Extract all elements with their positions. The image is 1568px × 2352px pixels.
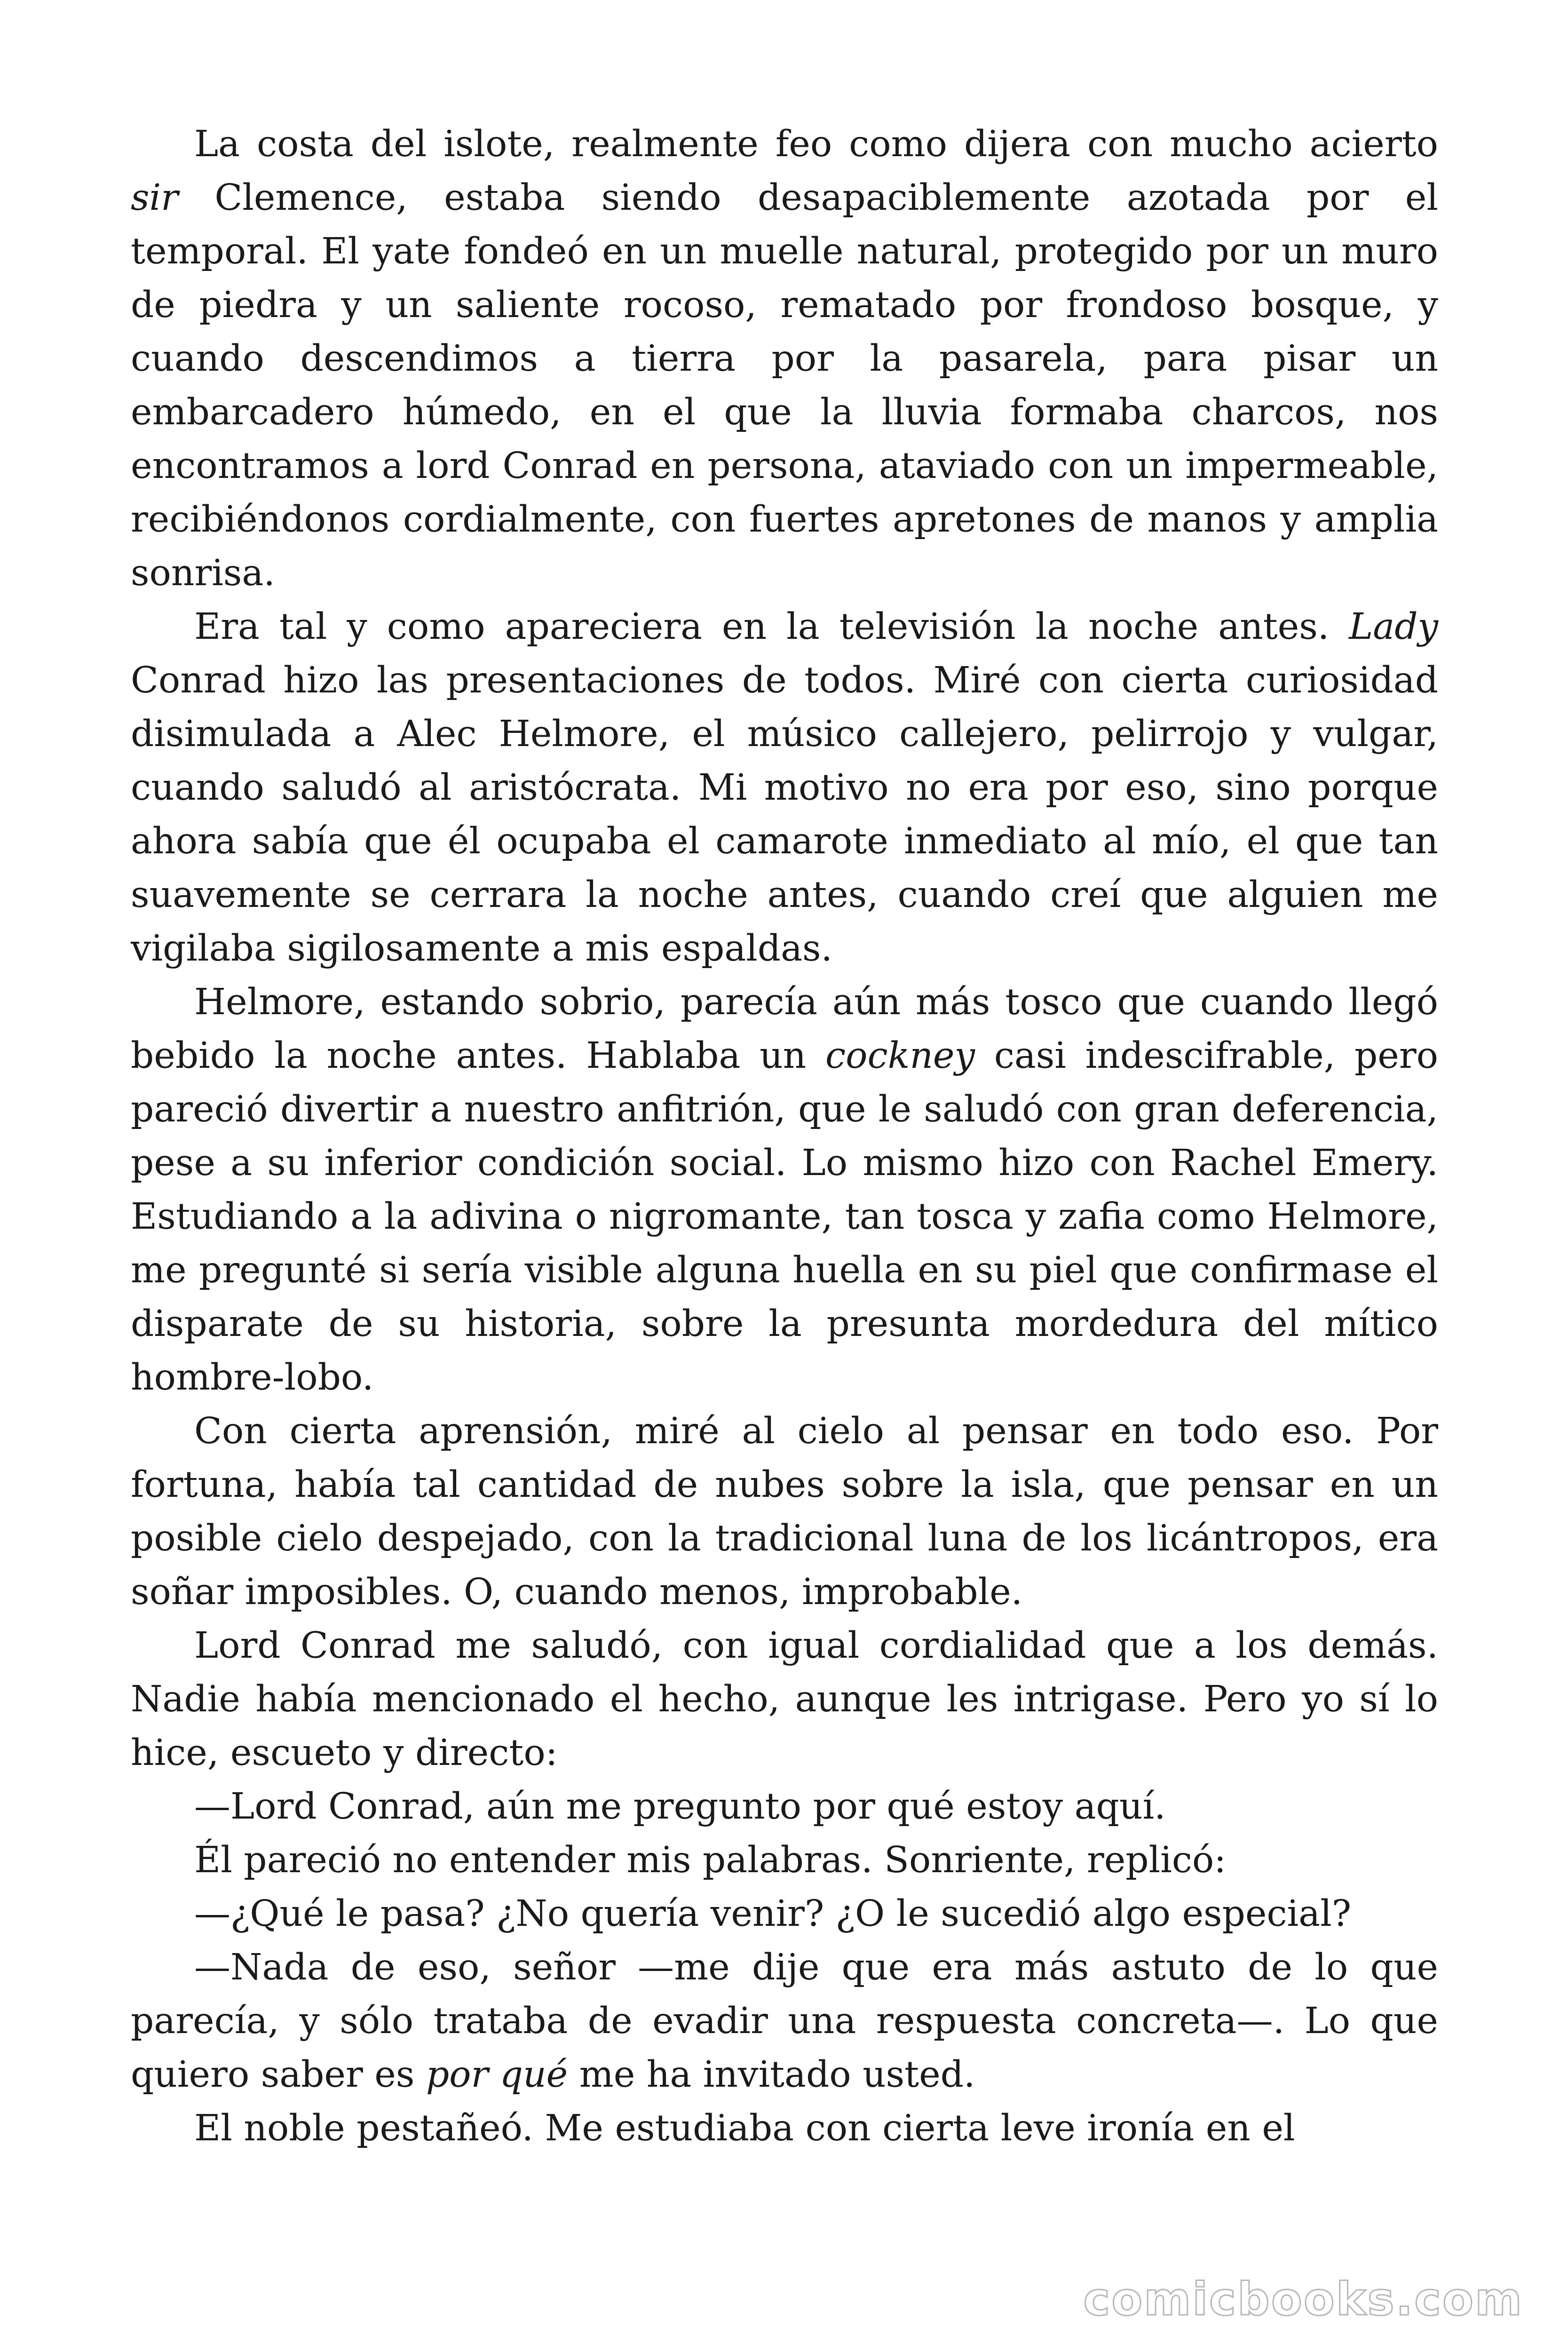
text-run: Con cierta aprensión, miré al cielo al pensar en todo eso. Por fortuna, había tal cantidad de nubes sobre la isla, que pensar en un posible cielo despejado, con la tradicional luna de los licántropos, era soñar imposibles. O, cuando menos, improbable. <box>131 1410 1438 1613</box>
italic-text: Lady <box>1349 606 1438 648</box>
text-run: —Nada de eso, señor —me dije que era más astuto de lo que parecía, y sólo trataba de evadir una respuesta concreta—. Lo que quiero saber es <box>131 1947 1438 2096</box>
text-run: me ha invitado usted. <box>568 2054 975 2096</box>
paragraph <box>131 2102 1438 2155</box>
paragraph <box>131 1941 1438 2102</box>
text-run: Helmore, estando sobrio, parecía aún más tosco que cuando llegó bebido la noche antes. Hablaba un <box>131 981 1438 1077</box>
paragraph <box>131 1405 1438 1619</box>
watermark: comicbooks.com <box>1083 2273 1523 2326</box>
paragraph <box>131 118 1438 600</box>
paragraph <box>131 600 1438 976</box>
text-run: Conrad hizo las presentaciones de todos. Miré con cierta curiosidad disimulada a Alec Helmore, el músico callejero, pelirrojo y vulgar, cuando saludó al aristócrata. Mi motivo no era por eso, sino porque ahora sabía que él ocupaba el camarote inmediato al mío, el que tan suavemente se cerrara la noche antes, cuando creí que alguien me vigilaba sigilosamente a mis espaldas. <box>131 660 1438 969</box>
italic-text: sir <box>131 177 178 219</box>
paragraph <box>131 1619 1438 1780</box>
text-run: casi indescifrable, pero pareció divertir a nuestro anfitrión, que le saludó con gran deferencia, pese a su inferior condición social. Lo mismo hizo con Rachel Emery. Estudiando a la adivina o nigromante, tan tosca y zafia como Helmore, me pregunté si sería visible alguna huella en su piel que confirmase el disparate de su historia, sobre la presunta mordedura del mítico hombre-lobo. <box>131 1035 1438 1398</box>
text-run: Lord Conrad me saludó, con igual cordialidad que a los demás. Nadie había mencionado el hecho, aunque les intrigase. Pero yo sí lo hice, escueto y directo: <box>131 1625 1438 1774</box>
italic-text: por qué <box>426 2054 568 2096</box>
text-run: Clemence, estaba siendo desapaciblemente azotada por el temporal. El yate fondeó en un muelle natural, protegido por un muro de piedra y un saliente rocoso, rematado por frondoso bosque, y cuando descendimos a tierra por la pasarela, para pisar un embarcadero húmedo, en el que la lluvia formaba charcos, nos encontramos a lord Conrad en persona, ataviado con un impermeable, recibiéndonos cordialmente, con fuertes apretones de manos y amplia sonrisa. <box>131 177 1438 594</box>
text-run: —Lord Conrad, aún me pregunto por qué estoy aquí. <box>194 1786 1166 1828</box>
text-run: El noble pestañeó. Me estudiaba con cierta leve ironía en el <box>194 2107 1295 2149</box>
text-run: Era tal y como apareciera en la televisión la noche antes. <box>194 606 1349 648</box>
paragraph <box>131 1887 1438 1941</box>
paragraph <box>131 1834 1438 1887</box>
italic-text: cockney <box>825 1035 975 1077</box>
paragraph <box>131 1780 1438 1834</box>
text-run: La costa del islote, realmente feo como dijera con mucho acierto <box>194 123 1438 165</box>
paragraph <box>131 976 1438 1405</box>
body-text <box>131 118 1438 2155</box>
text-run: —¿Qué le pasa? ¿No quería venir? ¿O le sucedió algo especial? <box>194 1893 1351 1935</box>
text-run: Él pareció no entender mis palabras. Sonriente, replicó: <box>194 1839 1227 1881</box>
